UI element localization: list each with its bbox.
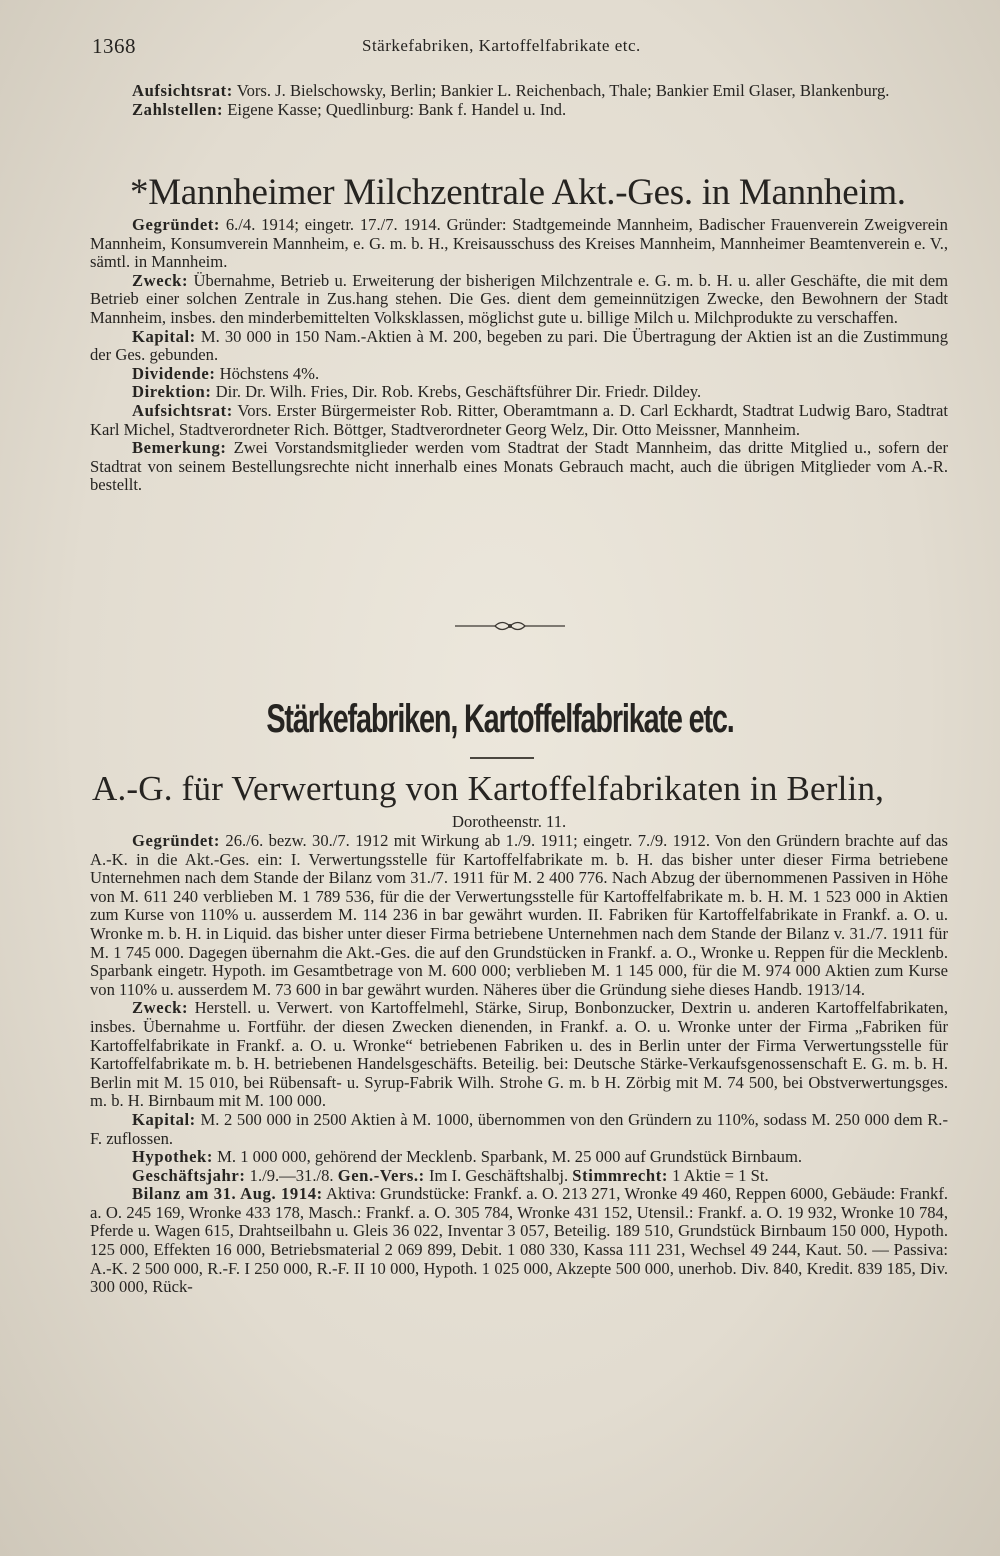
paragraph-bilanz	[90, 1185, 948, 1297]
label-bemerkung: Bemerkung:	[132, 438, 227, 458]
label-dividende: Dividende:	[132, 363, 216, 383]
entry-title-mannheimer-milchzentrale: *Mannheimer Milchzentrale Akt.-Ges. in Mannheim.	[130, 172, 906, 213]
running-head: Stärkefabriken, Kartoffelfabrikate etc.	[362, 36, 641, 55]
label-zweck: Zweck:	[132, 270, 189, 290]
text-bemerkung: Zwei Vorstandsmitglieder werden vom Stadtrat der Stadt Mannheim, das dritte Mitglied u., sofern der Stadtrat von seinem Bestellungsrechte nicht innerhalb eines Monats Gebrauch macht, auch die übrigen Mitglieder vom A.-R. bestellt.	[90, 438, 948, 495]
paragraph-bemerkung	[90, 439, 948, 495]
text-kapital: M. 30 000 in 150 Nam.-Aktien à M. 200, begeben zu pari. Die Übertragung der Aktien ist an die Zustimmung der Ges. gebunden.	[90, 326, 948, 365]
text-zahlstellen: Eigene Kasse; Quedlinburg: Bank f. Handel u. Ind.	[227, 99, 567, 119]
paragraph-zweck	[90, 999, 948, 1111]
entry-body-kartoffelfabrikaten-berlin	[90, 832, 948, 1297]
label-aufsichtsrat: Aufsichtsrat:	[132, 81, 233, 100]
text-geschaeftsjahr: 1./9.—31./8.	[249, 1165, 334, 1185]
label-kapital: Kapital:	[132, 1109, 196, 1129]
ornament-divider	[455, 618, 565, 634]
paragraph-zahlstellen	[90, 101, 948, 120]
entry-address: Dorotheenstr. 11.	[452, 812, 567, 831]
text-hypothek: M. 1 000 000, gehörend der Mecklenb. Sparbank, M. 25 000 auf Grundstück Birnbaum.	[217, 1147, 802, 1167]
label-stimmrecht: Stimmrecht:	[572, 1165, 668, 1185]
paragraph-aufsichtsrat-prev	[90, 82, 948, 101]
label-gegruendet: Gegründet:	[132, 831, 221, 850]
label-zweck: Zweck:	[132, 998, 189, 1018]
text-aufsichtsrat: Vors. J. Bielschowsky, Berlin; Bankier L. Reichenbach, Thale; Bankier Emil Glaser, Blankenburg.	[236, 81, 890, 100]
text-gegruendet: 26./6. bezw. 30./7. 1912 mit Wirkung ab 1./9. 1911; eingetr. 7./9. 1912. Von den Gründern brachte auf das A.-K. in die Akt.-Ges. ein: I. Verwertungsstelle für Kartoffelfabrikate m. b. H. das bisher unter dieser Firma betriebene Unternehmen nach dem Stande der Bilanz vom 31./7. 1911 für M. 2 400 776. Nach Abzug der übernommenen Passiven in Höhe von M. 611 240 verblieben M. 1 789 536, für die der Verwertungsstelle für Kartoffelfabrikate m. b. H. M. 1 523 000 in Aktien zum Kurse von 110% u. ausserdem M. 114 236 in bar gewährt wurden. II. Fabriken für Kartoffelfabrikate in Frankf. a. O. u. Wronke m. b. H. in Liquid. das bisher unter dieser Firma betriebene Unternehmen nach dem Stande der Bilanz v. 31./7. 1911 für M. 1 745 000. Dagegen übernahm die Akt.-Ges. die auf den Grundstücken in Frankf. a. O., Wronke u. Reppen für die Mecklenb. Sparbank eingetr. Hypoth. im Gesamtbetrage von M. 600 000; verblieben M. 1 145 000, für die M. 974 000 Aktien zum Kurse von 110% u. ausserdem M. 73 600 in bar gewährt wurden. Näheres über die Gründung siehe dieses Handb. 1913/14.	[90, 831, 948, 999]
paragraph-aufsichtsrat	[90, 402, 948, 439]
text-kapital: M. 2 500 000 in 2500 Aktien à M. 1000, übernommen von den Gründern zu 110%, sodass M. 250 000 dem R.-F. zuflossen.	[90, 1109, 948, 1148]
text-direktion: Dir. Dr. Wilh. Fries, Dir. Rob. Krebs, Geschäftsführer Dir. Friedr. Dildey.	[215, 382, 702, 402]
page-number: 1368	[92, 34, 136, 58]
paragraph-dividende	[90, 365, 948, 384]
label-kapital: Kapital:	[132, 326, 196, 346]
paragraph-kapital	[90, 328, 948, 365]
page-header	[92, 34, 922, 64]
text-gegruendet: 6./4. 1914; eingetr. 17./7. 1914. Gründer: Stadtgemeinde Mannheim, Badischer Frauenverein Zweigverein Mannheim, Konsumverein Mannheim, e. G. m. b. H., Kreisausschuss des Kreises Mannheim, Mannheimer Beamtenverein e. V., sämtl. in Mannheim.	[90, 215, 948, 272]
label-gegruendet: Gegründet:	[132, 215, 221, 234]
label-geschaeftsjahr: Geschäftsjahr:	[132, 1165, 246, 1185]
label-zahlstellen: Zahlstellen:	[132, 99, 224, 119]
label-aufsichtsrat: Aufsichtsrat:	[132, 400, 233, 420]
text-bilanz: Aktiva: Grundstücke: Frankf. a. O. 213 271, Wronke 49 460, Reppen 6000, Gebäude: Frankf. a. O. 245 169, Wronke 433 178, Masch.: Frankf. a. O. 305 784, Wronke 431 152, Utensil.: Frankf. a. O. 19 932, Wronke 10 784, Pferde u. Wagen 615, Drahtseilbahn u. Gleis 36 022, Inventar 3 057, Beteilig. 189 510, Grundstück Birnbaum 150 000, Hypoth. 125 000, Effekten 16 000, Betriebsmaterial 2 069 899, Debit. 1 080 330, Kassa 111 231, Wechsel 49 244, Kaut. 50. — Passiva: A.-K. 2 500 000, R.-F. I 250 000, R.-F. II 10 000, Hypoth. 1 025 000, Akzepte 500 000, unerhob. Div. 840, Kredit. 839 185, Div. 300 000, Rück-	[90, 1184, 948, 1297]
label-hypothek: Hypothek:	[132, 1147, 214, 1167]
paragraph-zweck	[90, 272, 948, 328]
label-gen-vers: Gen.-Vers.:	[337, 1165, 425, 1185]
section-title: Stärkefabriken, Kartoffelfabrikate etc.	[266, 697, 734, 741]
label-bilanz: Bilanz am 31. Aug. 1914:	[132, 1184, 323, 1204]
text-stimmrecht: 1 Aktie = 1 St.	[672, 1165, 769, 1185]
paragraph-geschaeftsjahr	[90, 1167, 948, 1186]
entry-body-mannheimer-milchzentrale	[90, 216, 948, 495]
text-aufsichtsrat: Vors. Erster Bürgermeister Rob. Ritter, Oberamtmann a. D. Carl Eckhardt, Stadtrat Ludwig Baro, Stadtrat Karl Michel, Stadtverordneter Rich. Böttger, Stadtverordneter Georg Welz, Dir. Otto Meissner, Mannheim.	[90, 400, 948, 439]
text-zweck: Herstell. u. Verwert. von Kartoffelmehl, Stärke, Sirup, Bonbonzucker, Dextrin u. anderen Kartoffelfabrikaten, insbes. Übernahme u. Fortführ. der diesen Zwecken dienenden, in Frankf. a. O. u. Wronke unter der Firma „Fabriken für Kartoffelfabrikate in Frankf. a. O. u. Wronke“ betriebenen Fabriken u. des in Berlin unter der Firma Verwertungsstelle für Kartoffelfabrikate m. b. H. betriebenen Handelsgeschäfts. Beteilig. bei: Deutsche Stärke-Verkaufsgenossenschaft E. G. m. b. H. Berlin mit M. 15 010, bei Rübensaft- u. Syrup-Fabrik Wilh. Strohe G. m. b H. Zörbig mit M. 74 500, bei Obstverwertungsges. m. b. H. Birnbaum mit M. 100 000.	[90, 998, 948, 1111]
paragraph-direktion	[90, 383, 948, 402]
text-gen-vers: Im I. Geschäftshalbj.	[428, 1165, 569, 1185]
text-dividende: Höchstens 4%.	[219, 363, 320, 383]
paragraph-kapital	[90, 1111, 948, 1148]
previous-entry-tail	[90, 82, 948, 119]
section-rule	[470, 757, 534, 759]
paragraph-gegruendet	[90, 832, 948, 999]
paragraph-hypothek	[90, 1148, 948, 1167]
label-direktion: Direktion:	[132, 382, 212, 402]
paragraph-gegruendet	[90, 216, 948, 272]
text-zweck: Übernahme, Betrieb u. Erweiterung der bisherigen Milchzentrale e. G. m. b. H. u. aller Geschäfte, die mit dem Betrieb einer solchen Zentrale in Zus.hang stehen. Die Ges. dient dem gemeinnützigen Zwecke, den Bewohnern der Stadt Mannheim, insbes. den minderbemittelten Volksklassen, möglichst gute u. billige Milch u. Milchprodukte zu verschaffen.	[90, 270, 948, 327]
entry-title-kartoffelfabrikaten-berlin: A.-G. für Verwertung von Kartoffelfabrikaten in Berlin,	[92, 769, 885, 808]
